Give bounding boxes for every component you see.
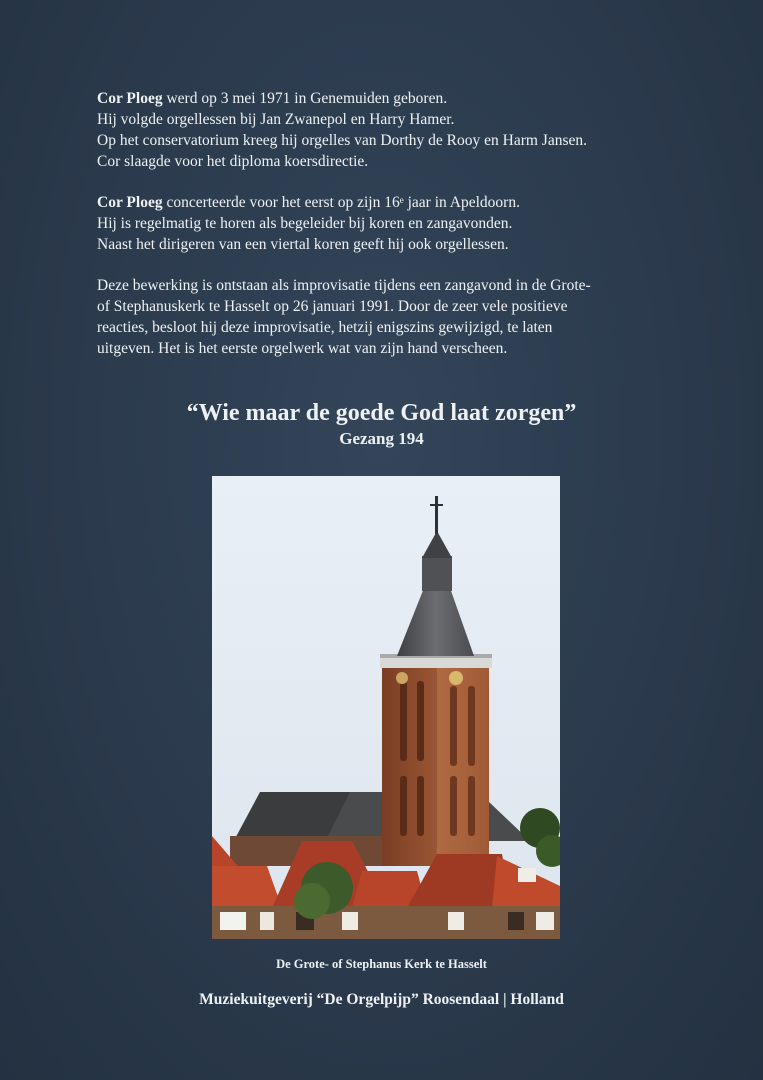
bio-p2-line-1 — [97, 192, 687, 213]
bio-p2-line-2: Hij is regelmatig te horen als begeleider bij koren en zangavonden. — [97, 215, 513, 232]
bio-p2-line-1-b: jaar in Apeldoorn. — [403, 194, 520, 211]
clock-icon — [449, 671, 463, 685]
bio-p3-line-3: reacties, besloot hij deze improvisatie, hetzij enigszins gewijzigd, te laten — [97, 319, 553, 336]
bio-p1-line-4: Cor slaagde voor het diploma koersdirectie. — [97, 153, 369, 170]
bio-p2-line-3: Naast het dirigeren van een viertal koren geeft hij ook orgellessen. — [97, 236, 509, 253]
bio-paragraph-1 — [97, 88, 687, 172]
bio-paragraph-3 — [97, 275, 687, 359]
bio-p1-line-2: Hij volgde orgellessen bij Jan Zwanepol en Harry Hamer. — [97, 111, 455, 128]
composer-name: Cor Ploeg — [97, 194, 163, 211]
bio-p3-line-1: Deze bewerking is ontstaan als improvisatie tijdens een zangavond in de Grote- — [97, 277, 591, 294]
bio-p1-line-3: Op het conservatorium kreeg hij orgelles van Dorthy de Rooy en Harm Jansen. — [97, 132, 587, 149]
bio-p3-line-2: of Stephanuskerk te Hasselt op 26 januari 1991. Door de zeer vele positieve — [97, 298, 568, 315]
composer-name: Cor Ploeg — [97, 90, 163, 107]
bio-p3-line-4: uitgeven. Het is het eerste orgelwerk wat van zijn hand verscheen. — [97, 340, 508, 357]
church-photo — [212, 476, 560, 939]
bio-paragraph-2 — [97, 192, 687, 255]
bio-p2-line-1-a: concerteerde voor het eerst op zijn 16 — [162, 194, 400, 211]
piece-title: “Wie maar de goede God laat zorgen” — [186, 400, 577, 426]
church-tower — [380, 654, 492, 866]
publisher-line: Muziekuitgeverij “De Orgelpijp” Roosendaal | Holland — [199, 991, 564, 1008]
bio-p1-line-1-text: werd op 3 mei 1971 in Genemuiden geboren. — [162, 90, 448, 107]
bio-p1-line-1 — [97, 88, 687, 109]
ordinal-suffix: e — [399, 195, 404, 205]
piece-subtitle: Gezang 194 — [339, 429, 424, 448]
clock-icon — [396, 672, 408, 684]
photo-caption: De Grote- of Stephanus Kerk te Hasselt — [276, 957, 487, 971]
biography — [97, 88, 687, 379]
